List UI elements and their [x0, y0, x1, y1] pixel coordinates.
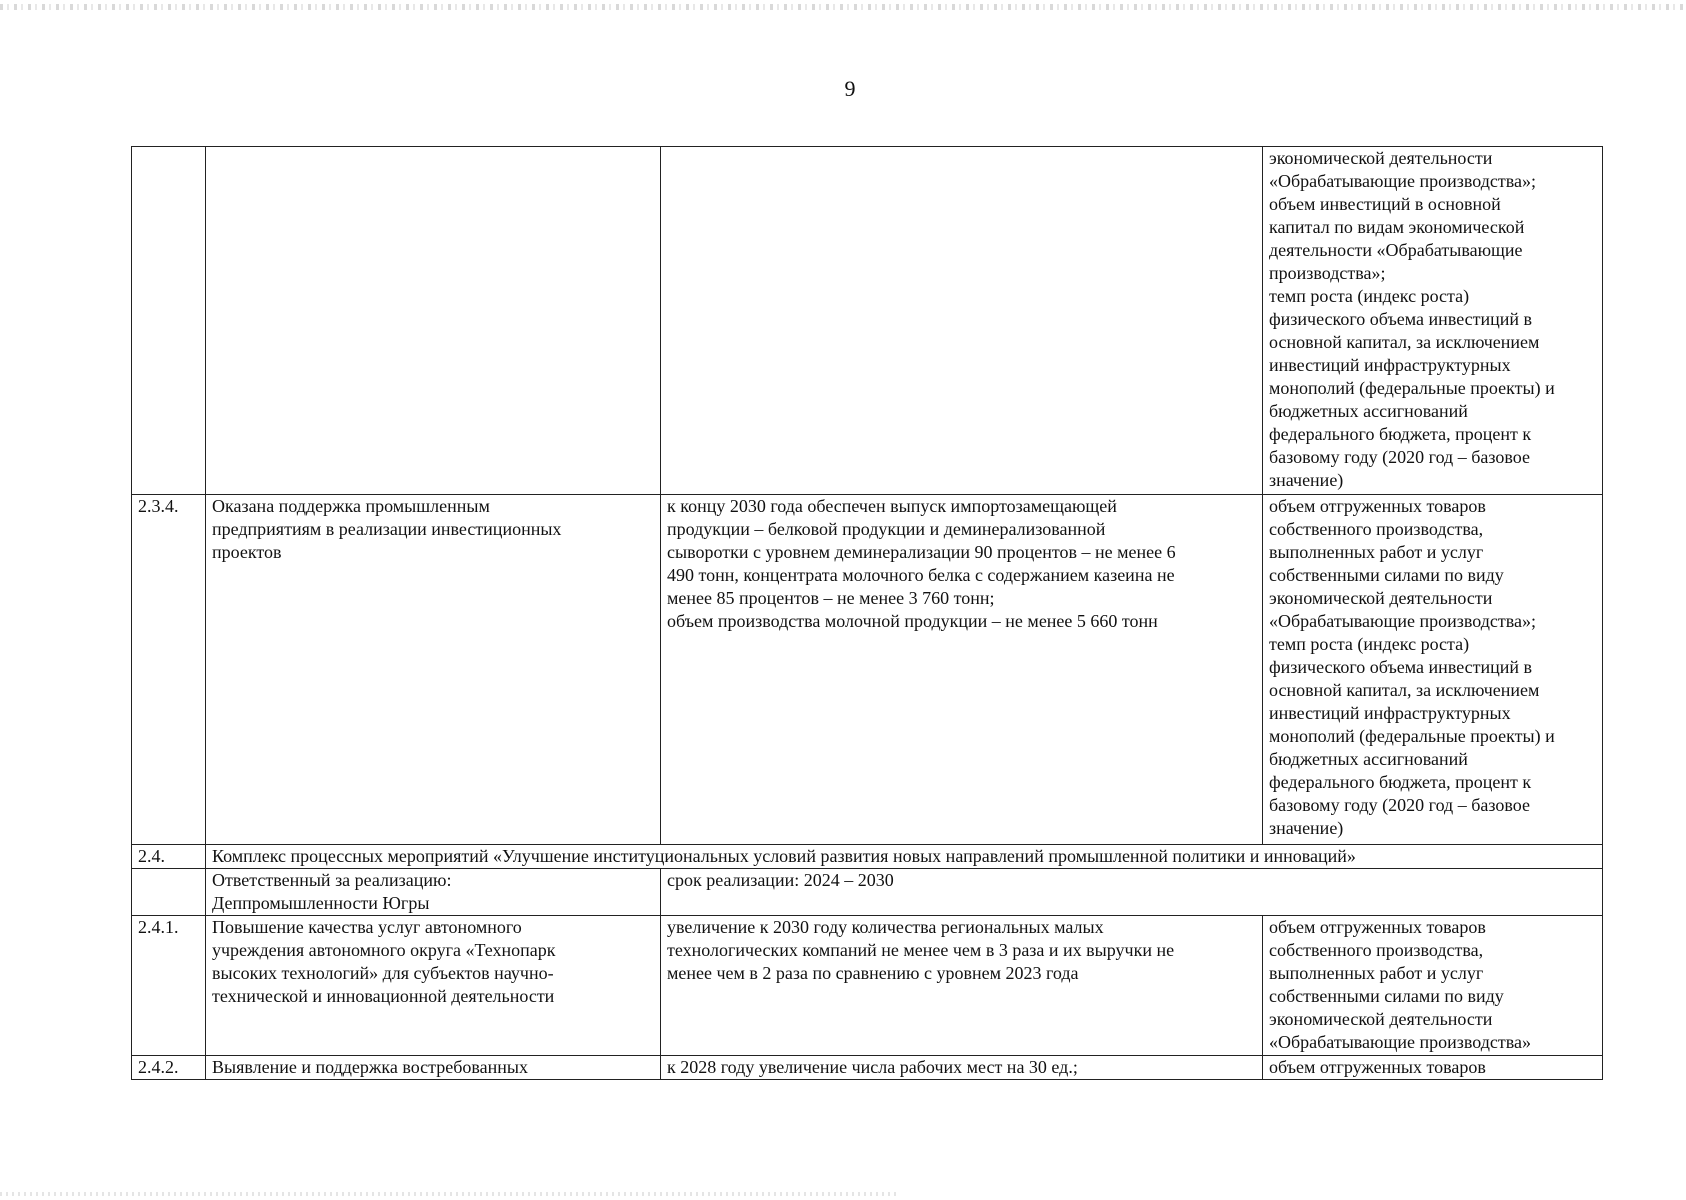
result-cell: увеличение к 2030 году количества региональных малых технологических компаний не менее чем в 3 раза и их выручки не менее чем в 2 раза по сравнению с уровнем 2023 года [661, 916, 1263, 1056]
section-meta-row [132, 869, 1603, 916]
table-row [132, 495, 1603, 845]
row-number: 2.4.2. [132, 1056, 206, 1080]
term-cell: срок реализации: 2024 – 2030 [661, 869, 1603, 916]
row-number: 2.4.1. [132, 916, 206, 1056]
section-number: 2.4. [132, 845, 206, 869]
table-row [132, 916, 1603, 1056]
row-number: 2.3.4. [132, 495, 206, 845]
table-row [132, 1056, 1603, 1080]
result-cell: к концу 2030 года обеспечен выпуск импортозамещающей продукции – белковой продукции и деминерализованной сыворотки с уровнем деминерализации 90 процентов – не менее 6 490 тонн, концентрата молочного белка с содержанием казеина не менее 85 процентов – не менее 3 760 тонн; объем производства молочной продукции – не менее 5 660 тонн [661, 495, 1263, 845]
result-cell: к 2028 году увеличение числа рабочих мест на 30 ед.; [661, 1056, 1263, 1080]
row-number [132, 147, 206, 495]
indicator-cell: экономической деятельности «Обрабатывающие производства»; объем инвестиций в основной капитал по видам экономической деятельности «Обрабатывающие производства»; темп роста (индекс роста) физического объема инвестиций в основной капитал, за исключением инвестиций инфраструктурных монополий (федеральные проекты) и бюджетных ассигнований федерального бюджета, процент к базовому году (2020 год – базовое значение) [1263, 147, 1603, 495]
event-cell [206, 147, 661, 495]
indicator-cell: объем отгруженных товаров собственного производства, выполненных работ и услуг собственными силами по виду экономической деятельности «Обрабатывающие производства» [1263, 916, 1603, 1056]
empty-cell [132, 869, 206, 916]
table-row [132, 147, 1603, 495]
scan-edge-bottom [0, 1192, 900, 1196]
page-number: 9 [844, 76, 856, 101]
indicator-cell: объем отгруженных товаров [1263, 1056, 1603, 1080]
event-cell: Оказана поддержка промышленным предприятиям в реализации инвестиционных проектов [206, 495, 661, 845]
result-cell [661, 147, 1263, 495]
event-cell: Выявление и поддержка востребованных [206, 1056, 661, 1080]
event-cell: Повышение качества услуг автономного учреждения автономного округа «Технопарк высоких технологий» для субъектов научно- технической и инновационной деятельности [206, 916, 661, 1056]
scan-edge-top [0, 4, 1686, 10]
responsible-cell: Ответственный за реализацию: Деппромышленности Югры [206, 869, 661, 916]
section-title: Комплекс процессных мероприятий «Улучшение институциональных условий развития новых направлений промышленной политики и инноваций» [206, 845, 1603, 869]
section-header-row [132, 845, 1603, 869]
indicator-cell: объем отгруженных товаров собственного производства, выполненных работ и услуг собственными силами по виду экономической деятельности «Обрабатывающие производства»; темп роста (индекс роста) физического объема инвестиций в основной капитал, за исключением инвестиций инфраструктурных монополий (федеральные проекты) и бюджетных ассигнований федерального бюджета, процент к базовому году (2020 год – базовое значение) [1263, 495, 1603, 845]
measures-table [131, 146, 1603, 1080]
